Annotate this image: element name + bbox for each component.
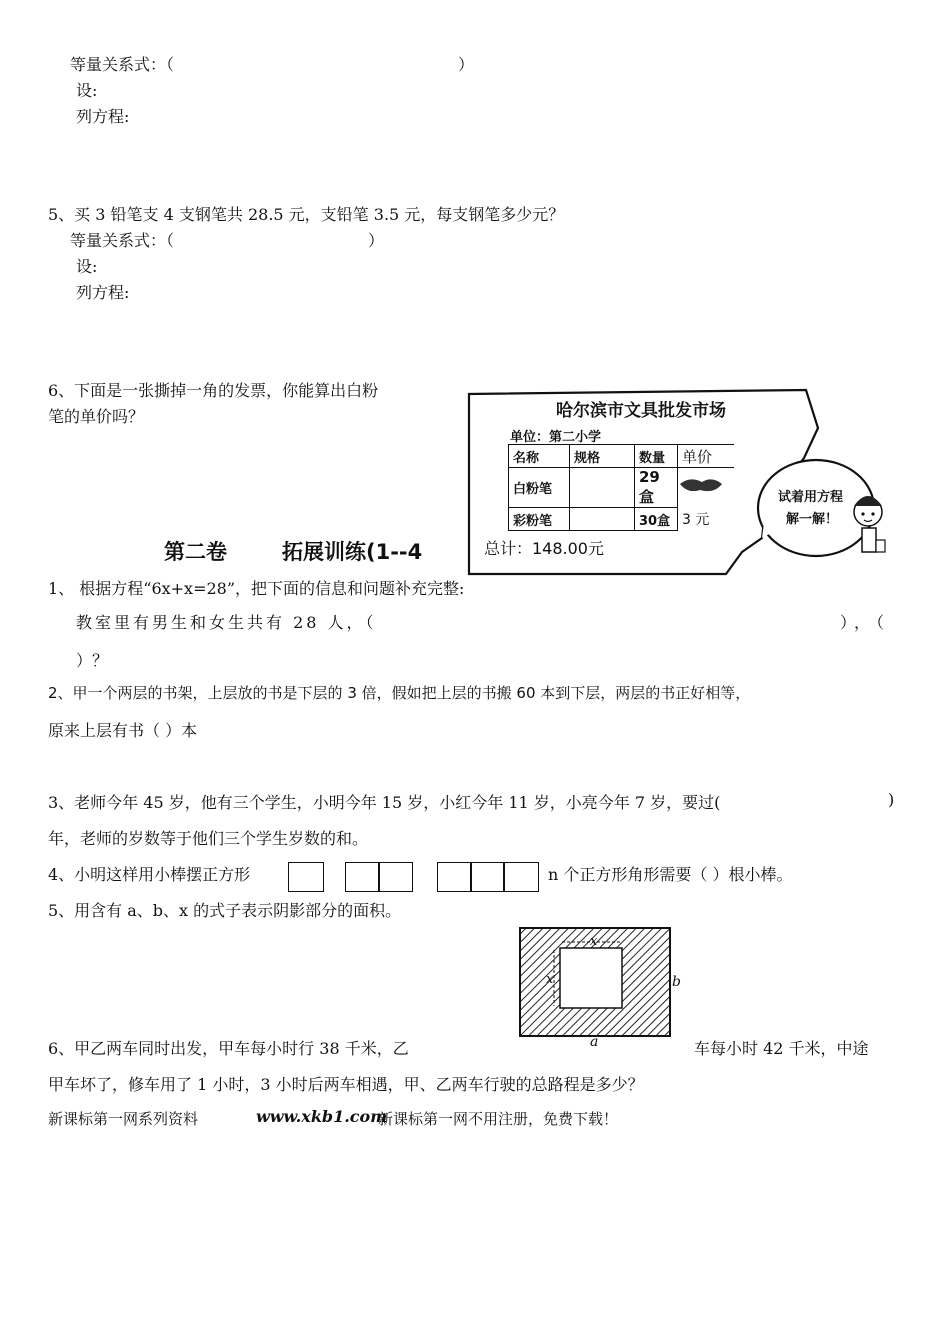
- stick-divider: [378, 863, 380, 891]
- footer-url-link[interactable]: www.xkb1.com: [256, 1107, 388, 1126]
- bubble-line1: 试着用方程: [778, 490, 844, 505]
- table-header-row: [509, 445, 735, 468]
- section-heading-training: 拓展训练(1--4: [282, 540, 423, 564]
- q4-equation: 列方程:: [76, 107, 130, 126]
- q4-let: 设:: [76, 81, 98, 100]
- label-b: b: [672, 974, 681, 990]
- row1-price: [678, 468, 735, 508]
- header-spec: 规格: [570, 445, 635, 468]
- q5-relation-label: 等量关系式：（: [70, 231, 175, 250]
- shaded-area-figure: [506, 922, 696, 1056]
- p2-q3-line1-end: ): [888, 790, 895, 809]
- q6-line2: 笔的单价吗？: [48, 407, 145, 426]
- footer-left: 新课标第一网系列资料: [48, 1110, 199, 1128]
- row1-spec: [570, 468, 635, 508]
- row2-price: 3 元: [682, 512, 710, 528]
- p2-q1-line2: 教室里有男生和女生共有 28 人，（: [76, 613, 377, 632]
- label-x-left: x: [546, 972, 554, 987]
- table-row: [509, 508, 735, 531]
- q4-relation-close: ）: [458, 55, 475, 74]
- q5-equation: 列方程:: [76, 283, 130, 302]
- q5-text: 5、买 3 铅笔支 4 支钢笔共 28.5 元，支铅笔 3.5 元，每支钢笔多少元？: [48, 205, 565, 224]
- row2-name: 彩粉笔: [509, 508, 570, 531]
- q4-relation-label: 等量关系式：（: [70, 55, 175, 74]
- torn-invoice: [466, 388, 886, 578]
- p2-q4-start: 4、小明这样用小棒摆正方形: [48, 865, 251, 884]
- invoice-title: 哈尔滨市文具批发市场: [556, 401, 726, 421]
- p2-q5: 5、用含有 a、b、x 的式子表示阴影部分的面积。: [48, 901, 402, 920]
- label-a: a: [590, 1034, 599, 1050]
- p2-q3-line1: 3、老师今年 45 岁，他有三个学生，小明今年 15 岁，小红今年 11 岁，小亮今年 7 岁，要过(: [48, 793, 721, 812]
- p2-q4-end: n 个正方形角形需要（ ）根小棒。: [548, 865, 793, 884]
- p2-q6-line1: 6、甲乙两车同时出发，甲车每小时行 38 千米，乙: [48, 1039, 409, 1058]
- stick-square-1: [288, 862, 324, 892]
- footer-right: 新课标第一网不用注册，免费下载！: [378, 1110, 619, 1128]
- row2-qty: 30盒: [635, 508, 678, 531]
- q6-line1: 6、下面是一张撕掉一角的发票，你能算出白粉: [48, 381, 379, 400]
- invoice-unit: 单位：第二小学: [510, 430, 602, 445]
- q5-relation-close: ）: [368, 231, 385, 250]
- invoice-table: [508, 444, 734, 531]
- p2-q1: 1、 根据方程“6x+x=28”，把下面的信息和问题补充完整:: [48, 579, 465, 598]
- p2-q6-line1-end: 车每小时 42 千米，中途: [694, 1039, 869, 1058]
- stick-divider: [503, 863, 505, 891]
- row1-name: 白粉笔: [509, 468, 570, 508]
- header-qty: 数量: [635, 445, 678, 468]
- stick-divider: [470, 863, 472, 891]
- p2-q1-line2-end: ），（: [840, 613, 891, 632]
- section-heading-part2: 第二卷: [164, 540, 227, 564]
- table-row: [509, 468, 735, 508]
- bubble-line2: 解一解！: [786, 512, 839, 527]
- label-x-top: x: [590, 934, 598, 949]
- stick-square-3: [437, 862, 539, 892]
- p2-q2-line1: 2、甲一个两层的书架，上层放的书是下层的 3 倍，假如把上层的书搬 60 本到下层，两层的书正好相等，: [48, 684, 751, 702]
- p2-q3-line2: 年，老师的岁数等于他们三个学生岁数的和。: [48, 829, 369, 848]
- row1-qty: 29盒: [635, 468, 678, 508]
- p2-q1-line3: ）？: [76, 651, 109, 670]
- p2-q6-line2: 甲车坏了，修车用了 1 小时，3 小时后两车相遇，甲、乙两车行驶的总路程是多少？: [48, 1075, 644, 1094]
- q5-let: 设:: [76, 257, 98, 276]
- p2-q2-line2: 原来上层有书（ ）本: [48, 721, 198, 740]
- row2-spec: [570, 508, 635, 531]
- invoice-total: 总计：148.00元: [484, 539, 604, 558]
- header-price: 单价: [678, 445, 735, 468]
- header-name: 名称: [509, 445, 570, 468]
